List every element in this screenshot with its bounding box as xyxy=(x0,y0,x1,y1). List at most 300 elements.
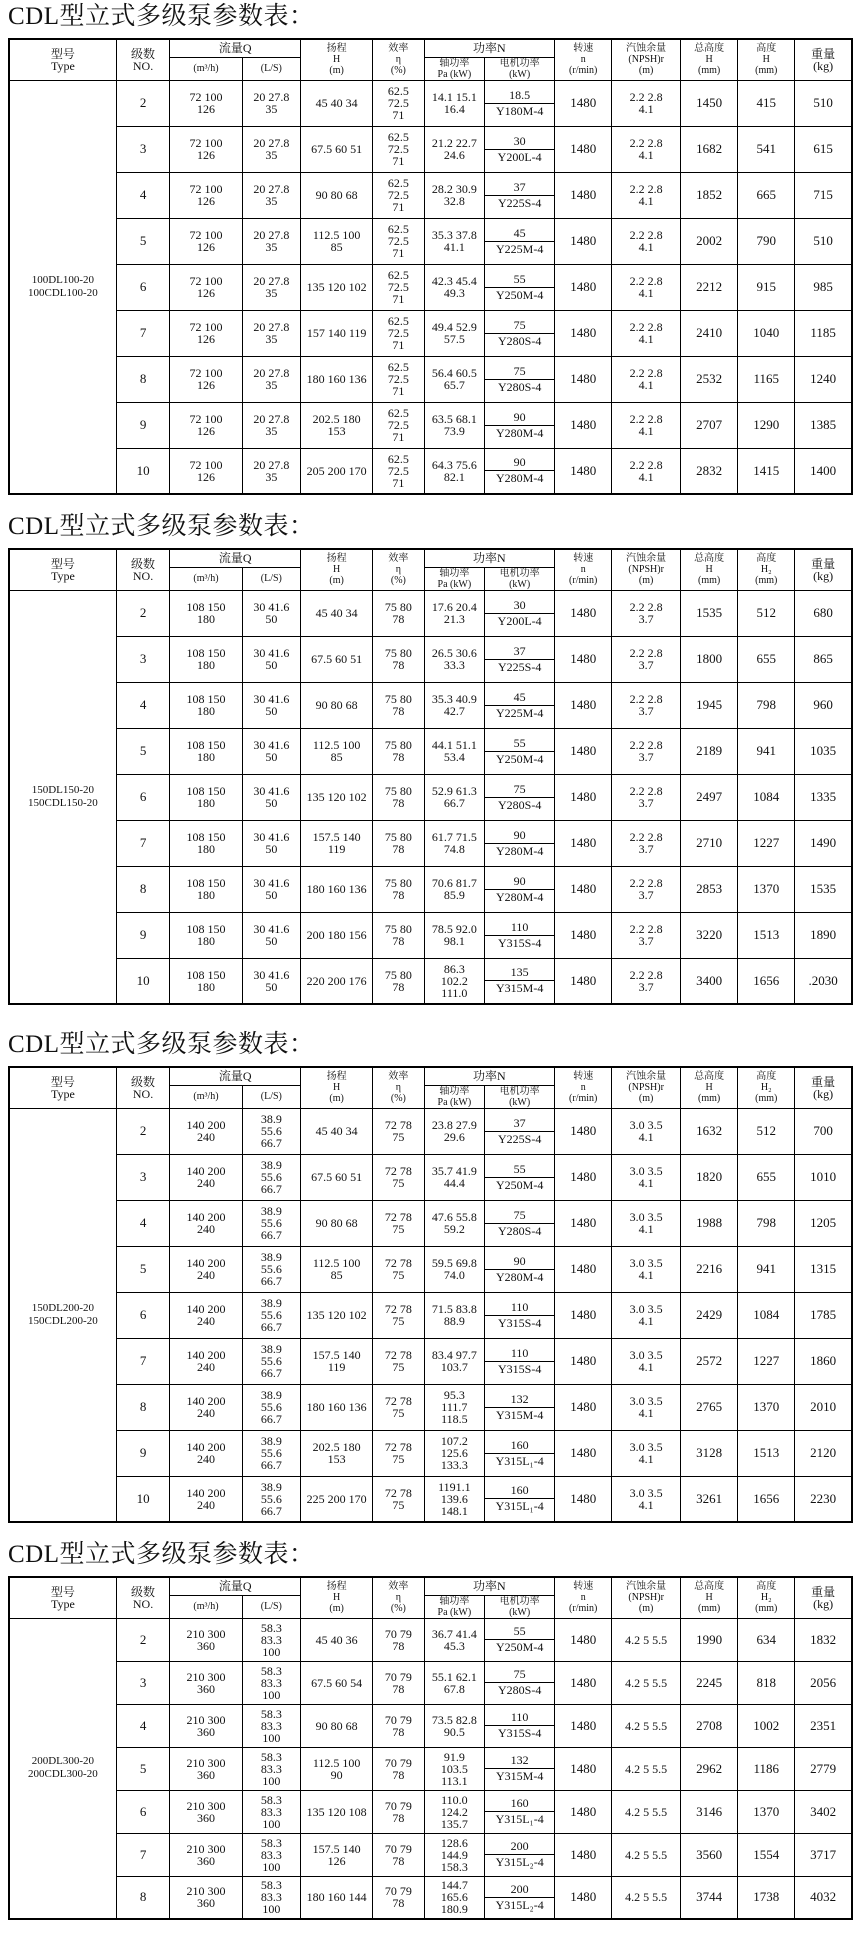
npsh-values: 3.0 3.5 4.1 xyxy=(612,1338,681,1384)
stage-count: 3 xyxy=(116,1154,170,1200)
table-row xyxy=(9,172,852,218)
height-value: 941 xyxy=(738,1246,795,1292)
shaft-power-values: 64.3 75.6 82.1 xyxy=(424,448,485,494)
motor-power-kw: 200 xyxy=(485,1882,554,1898)
table-row xyxy=(9,1430,852,1476)
efficiency-values: 72 78 75 xyxy=(373,1154,424,1200)
weight-value: 2351 xyxy=(795,1704,852,1747)
stage-count: 2 xyxy=(116,1108,170,1154)
head-values: 90 80 68 xyxy=(300,682,372,728)
motor-cell xyxy=(485,1430,555,1476)
weight-value: 510 xyxy=(795,218,852,264)
shaft-power-values: 1191.1 139.6 148.1 xyxy=(424,1476,485,1522)
height-value: 1165 xyxy=(738,356,795,402)
header-shaft-power xyxy=(424,1595,485,1618)
motor-cell xyxy=(485,80,555,126)
flow-ls-values: 38.9 55.6 66.7 xyxy=(242,1292,300,1338)
shaft-power-values: 17.6 20.4 21.3 xyxy=(424,590,485,636)
pump-parameter-table xyxy=(8,38,853,495)
total-height-label-cn: 总高度 xyxy=(694,553,725,565)
motor-model: Y280M-4 xyxy=(495,1269,544,1284)
weight-value: 2120 xyxy=(795,1430,852,1476)
head-values: 67.5 60 51 xyxy=(300,126,372,172)
flow-unit-m3h: (m³/h) xyxy=(193,573,219,584)
motor-cell xyxy=(485,774,555,820)
table-row xyxy=(9,866,852,912)
stage-count: 5 xyxy=(116,728,170,774)
flow-label: 流量Q xyxy=(218,1579,252,1594)
weight-value: 715 xyxy=(795,172,852,218)
motor-cell xyxy=(485,1108,555,1154)
motor-model: Y315L₂-4 xyxy=(495,1855,544,1869)
efficiency-values: 75 80 78 xyxy=(373,774,424,820)
table-title: CDL型立式多级泵参数表： xyxy=(8,1031,315,1058)
npsh-label-cn: 汽蚀余量 xyxy=(626,553,667,565)
header-row xyxy=(9,1577,852,1595)
shaft-power-values: 144.7 165.6 180.9 xyxy=(424,1876,485,1919)
motor-power-kw: 55 xyxy=(485,272,554,288)
flow-unit-m3h: (m³/h) xyxy=(193,1091,219,1102)
head-unit: (m) xyxy=(329,575,344,587)
head-values: 90 80 68 xyxy=(300,1200,372,1246)
flow-m3h-values: 140 200 240 xyxy=(170,1384,242,1430)
flow-m3h-values: 72 100 126 xyxy=(170,402,242,448)
header-motor-power xyxy=(485,57,555,80)
npsh-values: 4.2 5 5.5 xyxy=(612,1704,681,1747)
header-type xyxy=(9,1067,116,1108)
motor-power-kw: 55 xyxy=(485,736,554,752)
weight-value: .2030 xyxy=(795,958,852,1004)
total-height-symbol: H xyxy=(705,54,713,66)
head-values: 112.5 100 85 xyxy=(300,1246,372,1292)
shaft-power-values: 55.1 62.1 67.8 xyxy=(424,1661,485,1704)
weight-label-cn: 重量 xyxy=(811,1584,836,1599)
weight-value: 1490 xyxy=(795,820,852,866)
stages-label-cn: 级数 xyxy=(131,1074,156,1089)
type-label-en: Type xyxy=(50,568,75,583)
header-height xyxy=(738,39,795,80)
head-values: 67.5 60 51 xyxy=(300,636,372,682)
speed-value: 1480 xyxy=(555,636,612,682)
total-height-value: 2245 xyxy=(681,1661,738,1704)
header-efficiency xyxy=(373,1067,424,1108)
npsh-values: 4.2 5 5.5 xyxy=(612,1747,681,1790)
height-value: 1290 xyxy=(738,402,795,448)
stages-label-cn: 级数 xyxy=(131,46,156,61)
efficiency-values: 72 78 75 xyxy=(373,1292,424,1338)
speed-value: 1480 xyxy=(555,1661,612,1704)
height-unit: (mm) xyxy=(755,575,778,587)
motor-cell xyxy=(485,820,555,866)
flow-ls-values: 20 27.8 35 xyxy=(242,448,300,494)
npsh-values: 2.2 2.8 3.7 xyxy=(612,820,681,866)
stages-label-cn: 级数 xyxy=(131,1584,156,1599)
shaft-power-label: 轴功率 xyxy=(439,57,470,69)
flow-label: 流量Q xyxy=(218,1069,252,1084)
shaft-power-values: 128.6 144.9 158.3 xyxy=(424,1833,485,1876)
head-values: 45 40 36 xyxy=(300,1618,372,1661)
flow-ls-values: 38.9 55.6 66.7 xyxy=(242,1200,300,1246)
total-height-value: 3220 xyxy=(681,912,738,958)
speed-label-cn: 转速 xyxy=(573,1071,594,1083)
header-npsh xyxy=(612,39,681,80)
npsh-values: 2.2 2.8 3.7 xyxy=(612,728,681,774)
flow-ls-values: 58.3 83.3 100 xyxy=(242,1618,300,1661)
shaft-power-values: 28.2 30.9 32.8 xyxy=(424,172,485,218)
header-total-height xyxy=(681,549,738,590)
height-value: 541 xyxy=(738,126,795,172)
table-row xyxy=(9,1338,852,1384)
motor-model: Y280M-4 xyxy=(495,889,544,904)
weight-value: 1185 xyxy=(795,310,852,356)
header-npsh xyxy=(612,1577,681,1618)
npsh-values: 2.2 2.8 3.7 xyxy=(612,866,681,912)
weight-value: 1400 xyxy=(795,448,852,494)
efficiency-values: 75 80 78 xyxy=(373,912,424,958)
stages-label-en: NO. xyxy=(132,1596,154,1611)
flow-label: 流量Q xyxy=(218,41,252,56)
flow-m3h-values: 210 300 360 xyxy=(170,1833,242,1876)
motor-model: Y250M-4 xyxy=(495,1640,544,1654)
flow-m3h-values: 210 300 360 xyxy=(170,1618,242,1661)
efficiency-label-cn: 效率 xyxy=(388,1581,409,1593)
motor-model: Y315S-4 xyxy=(497,1361,542,1376)
motor-power-kw: 160 xyxy=(485,1483,554,1499)
head-values: 45 40 34 xyxy=(300,590,372,636)
weight-value: 615 xyxy=(795,126,852,172)
flow-m3h-values: 108 150 180 xyxy=(170,866,242,912)
header-flow xyxy=(170,1577,301,1595)
weight-value: 1832 xyxy=(795,1618,852,1661)
head-values: 45 40 34 xyxy=(300,80,372,126)
total-height-value: 1852 xyxy=(681,172,738,218)
motor-power-kw: 200 xyxy=(485,1839,554,1855)
table-row xyxy=(9,126,852,172)
motor-model: Y225S-4 xyxy=(497,659,542,674)
efficiency-values: 75 80 78 xyxy=(373,636,424,682)
flow-m3h-values: 108 150 180 xyxy=(170,590,242,636)
efficiency-values: 70 79 78 xyxy=(373,1661,424,1704)
flow-ls-values: 30 41.6 50 xyxy=(242,912,300,958)
flow-m3h-values: 140 200 240 xyxy=(170,1246,242,1292)
motor-power-kw: 135 xyxy=(485,965,554,981)
total-height-value: 1632 xyxy=(681,1108,738,1154)
header-speed xyxy=(555,39,612,80)
speed-value: 1480 xyxy=(555,402,612,448)
npsh-label-cn: 汽蚀余量 xyxy=(626,1581,667,1593)
motor-power-kw: 37 xyxy=(485,644,554,660)
total-height-value: 1800 xyxy=(681,636,738,682)
height-value: 665 xyxy=(738,172,795,218)
table-row xyxy=(9,264,852,310)
motor-model: Y280S-4 xyxy=(497,797,542,812)
flow-m3h-values: 210 300 360 xyxy=(170,1661,242,1704)
shaft-power-values: 63.5 68.1 73.9 xyxy=(424,402,485,448)
flow-ls-values: 20 27.8 35 xyxy=(242,218,300,264)
efficiency-values: 62.5 72.5 71 xyxy=(373,356,424,402)
header-weight xyxy=(795,1577,852,1618)
table-row xyxy=(9,1384,852,1430)
table-row xyxy=(9,1154,852,1200)
flow-ls-values: 30 41.6 50 xyxy=(242,958,300,1004)
flow-ls-values: 30 41.6 50 xyxy=(242,866,300,912)
type-label-en: Type xyxy=(50,1596,75,1611)
speed-symbol: n xyxy=(580,1592,586,1604)
flow-m3h-values: 72 100 126 xyxy=(170,126,242,172)
head-values: 135 120 102 xyxy=(300,1292,372,1338)
total-height-value: 2002 xyxy=(681,218,738,264)
flow-ls-values: 20 27.8 35 xyxy=(242,356,300,402)
motor-power-label: 电机功率 xyxy=(499,1595,540,1607)
motor-cell xyxy=(485,1661,555,1704)
stage-count: 8 xyxy=(116,866,170,912)
npsh-values: 2.2 2.8 3.7 xyxy=(612,590,681,636)
flow-m3h-values: 108 150 180 xyxy=(170,636,242,682)
weight-value: 3402 xyxy=(795,1790,852,1833)
motor-power-kw: 110 xyxy=(485,1710,554,1726)
speed-label-cn: 转速 xyxy=(573,553,594,565)
flow-unit-ls: (L/S) xyxy=(260,63,282,74)
motor-cell xyxy=(485,1200,555,1246)
weight-value: 1010 xyxy=(795,1154,852,1200)
height-unit: (mm) xyxy=(755,65,778,77)
speed-value: 1480 xyxy=(555,80,612,126)
header-head xyxy=(300,549,372,590)
total-height-value: 2962 xyxy=(681,1747,738,1790)
stages-label-en: NO. xyxy=(132,58,154,73)
npsh-values: 2.2 2.8 3.7 xyxy=(612,636,681,682)
flow-m3h-values: 108 150 180 xyxy=(170,958,242,1004)
stage-count: 6 xyxy=(116,1790,170,1833)
head-values: 135 120 102 xyxy=(300,774,372,820)
shaft-power-values: 35.7 41.9 44.4 xyxy=(424,1154,485,1200)
weight-value: 865 xyxy=(795,636,852,682)
stage-count: 8 xyxy=(116,356,170,402)
speed-value: 1480 xyxy=(555,866,612,912)
table-row xyxy=(9,958,852,1004)
table-row xyxy=(9,1833,852,1876)
table-row xyxy=(9,1747,852,1790)
flow-m3h-values: 72 100 126 xyxy=(170,218,242,264)
height-label-cn: 高度 xyxy=(756,1581,777,1593)
head-values: 205 200 170 xyxy=(300,448,372,494)
motor-model: Y250M-4 xyxy=(495,751,544,766)
total-height-label-cn: 总高度 xyxy=(694,43,725,55)
flow-m3h-values: 108 150 180 xyxy=(170,728,242,774)
speed-value: 1480 xyxy=(555,1384,612,1430)
efficiency-values: 72 78 75 xyxy=(373,1200,424,1246)
weight-value: 700 xyxy=(795,1108,852,1154)
flow-ls-values: 58.3 83.3 100 xyxy=(242,1876,300,1919)
height-symbol: H₂ xyxy=(760,1082,772,1094)
npsh-values: 4.2 5 5.5 xyxy=(612,1833,681,1876)
flow-ls-values: 38.9 55.6 66.7 xyxy=(242,1338,300,1384)
total-height-symbol: H xyxy=(705,1082,713,1094)
height-value: 1656 xyxy=(738,1476,795,1522)
flow-m3h-values: 108 150 180 xyxy=(170,820,242,866)
height-value: 1513 xyxy=(738,912,795,958)
height-value: 1227 xyxy=(738,820,795,866)
height-value: 1370 xyxy=(738,866,795,912)
head-label-cn: 扬程 xyxy=(326,1581,347,1593)
weight-value: 1315 xyxy=(795,1246,852,1292)
efficiency-values: 62.5 72.5 71 xyxy=(373,448,424,494)
flow-m3h-values: 108 150 180 xyxy=(170,774,242,820)
weight-value: 2010 xyxy=(795,1384,852,1430)
shaft-power-values: 70.6 81.7 85.9 xyxy=(424,866,485,912)
efficiency-values: 75 80 78 xyxy=(373,958,424,1004)
speed-value: 1480 xyxy=(555,728,612,774)
table-title: CDL型立式多级泵参数表： xyxy=(8,1541,315,1568)
npsh-values: 2.2 2.8 3.7 xyxy=(612,912,681,958)
type-label-cn: 型号 xyxy=(50,1074,75,1089)
motor-model: Y225S-4 xyxy=(497,1131,542,1146)
shaft-power-unit: Pa (kW) xyxy=(437,578,472,590)
flow-m3h-values: 140 200 240 xyxy=(170,1154,242,1200)
head-unit: (m) xyxy=(329,1603,344,1615)
height-value: 818 xyxy=(738,1661,795,1704)
head-values: 202.5 180 153 xyxy=(300,1430,372,1476)
speed-value: 1480 xyxy=(555,1430,612,1476)
motor-cell xyxy=(485,448,555,494)
shaft-power-values: 61.7 71.5 74.8 xyxy=(424,820,485,866)
height-unit: (mm) xyxy=(755,1093,778,1105)
motor-model: Y315L₁-4 xyxy=(495,1453,544,1468)
npsh-values: 3.0 3.5 4.1 xyxy=(612,1200,681,1246)
header-weight xyxy=(795,549,852,590)
motor-power-kw: 90 xyxy=(485,874,554,890)
npsh-values: 4.2 5 5.5 xyxy=(612,1618,681,1661)
npsh-label-cn: 汽蚀余量 xyxy=(626,43,667,55)
flow-ls-values: 20 27.8 35 xyxy=(242,126,300,172)
stage-count: 4 xyxy=(116,1704,170,1747)
speed-value: 1480 xyxy=(555,448,612,494)
flow-ls-values: 58.3 83.3 100 xyxy=(242,1747,300,1790)
stage-count: 7 xyxy=(116,310,170,356)
speed-unit: (r/min) xyxy=(569,1603,598,1615)
motor-model: Y200L-4 xyxy=(497,149,542,164)
table-row xyxy=(9,80,852,126)
total-height-value: 2832 xyxy=(681,448,738,494)
speed-value: 1480 xyxy=(555,820,612,866)
header-flow-m3h xyxy=(170,567,242,590)
head-values: 112.5 100 85 xyxy=(300,728,372,774)
table-row xyxy=(9,682,852,728)
efficiency-unit: (%) xyxy=(390,65,406,77)
efficiency-values: 72 78 75 xyxy=(373,1108,424,1154)
motor-power-kw: 75 xyxy=(485,782,554,798)
flow-unit-ls: (L/S) xyxy=(260,573,282,584)
npsh-values: 3.0 3.5 4.1 xyxy=(612,1430,681,1476)
efficiency-values: 72 78 75 xyxy=(373,1338,424,1384)
header-stages xyxy=(116,39,170,80)
header-head xyxy=(300,1577,372,1618)
motor-power-unit: (kW) xyxy=(509,68,531,80)
header-type xyxy=(9,1577,116,1618)
motor-power-kw: 37 xyxy=(485,180,554,196)
speed-value: 1480 xyxy=(555,1790,612,1833)
stage-count: 4 xyxy=(116,682,170,728)
flow-m3h-values: 140 200 240 xyxy=(170,1200,242,1246)
weight-unit: (kg) xyxy=(813,58,834,73)
flow-ls-values: 58.3 83.3 100 xyxy=(242,1833,300,1876)
motor-model: Y315L₁-4 xyxy=(495,1499,544,1514)
weight-label-cn: 重量 xyxy=(811,46,836,61)
motor-power-kw: 75 xyxy=(485,364,554,380)
stage-count: 10 xyxy=(116,1476,170,1522)
motor-power-kw: 110 xyxy=(485,1346,554,1362)
motor-power-kw: 75 xyxy=(485,318,554,334)
npsh-values: 2.2 2.8 4.1 xyxy=(612,218,681,264)
motor-model: Y250M-4 xyxy=(495,287,544,302)
shaft-power-values: 78.5 92.0 98.1 xyxy=(424,912,485,958)
total-height-value: 2212 xyxy=(681,264,738,310)
npsh-values: 3.0 3.5 4.1 xyxy=(612,1476,681,1522)
total-height-value: 2410 xyxy=(681,310,738,356)
shaft-power-values: 35.3 40.9 42.7 xyxy=(424,682,485,728)
head-symbol: H xyxy=(332,1082,341,1094)
motor-model: Y315S-4 xyxy=(497,1315,542,1330)
motor-power-kw: 30 xyxy=(485,134,554,150)
stage-count: 7 xyxy=(116,1338,170,1384)
shaft-power-values: 91.9 103.5 113.1 xyxy=(424,1747,485,1790)
header-stages xyxy=(116,1577,170,1618)
total-height-value: 1450 xyxy=(681,80,738,126)
motor-power-kw: 90 xyxy=(485,455,554,471)
table-row xyxy=(9,820,852,866)
flow-ls-values: 30 41.6 50 xyxy=(242,820,300,866)
weight-unit: (kg) xyxy=(813,1086,834,1101)
table-title: CDL型立式多级泵参数表： xyxy=(8,513,315,540)
total-height-value: 3146 xyxy=(681,1790,738,1833)
flow-m3h-values: 210 300 360 xyxy=(170,1704,242,1747)
table-row xyxy=(9,1790,852,1833)
shaft-power-values: 83.4 97.7 103.7 xyxy=(424,1338,485,1384)
stage-count: 6 xyxy=(116,264,170,310)
motor-model: Y280S-4 xyxy=(497,333,542,348)
total-height-value: 1988 xyxy=(681,1200,738,1246)
height-value: 1040 xyxy=(738,310,795,356)
head-values: 157 140 119 xyxy=(300,310,372,356)
head-values: 157.5 140 126 xyxy=(300,1833,372,1876)
motor-cell xyxy=(485,126,555,172)
flow-ls-values: 58.3 83.3 100 xyxy=(242,1704,300,1747)
head-values: 112.5 100 85 xyxy=(300,218,372,264)
pump-parameter-table xyxy=(8,548,853,1005)
weight-value: 1240 xyxy=(795,356,852,402)
height-value: 1415 xyxy=(738,448,795,494)
efficiency-values: 62.5 72.5 71 xyxy=(373,80,424,126)
header-efficiency xyxy=(373,549,424,590)
weight-unit: (kg) xyxy=(813,568,834,583)
height-value: 512 xyxy=(738,1108,795,1154)
weight-value: 4032 xyxy=(795,1876,852,1919)
height-value: 655 xyxy=(738,636,795,682)
stage-count: 8 xyxy=(116,1876,170,1919)
efficiency-label-cn: 效率 xyxy=(388,1071,409,1083)
efficiency-values: 75 80 78 xyxy=(373,728,424,774)
efficiency-values: 75 80 78 xyxy=(373,866,424,912)
head-values: 135 120 108 xyxy=(300,1790,372,1833)
stage-count: 2 xyxy=(116,1618,170,1661)
motor-power-unit: (kW) xyxy=(509,1606,531,1618)
efficiency-label-cn: 效率 xyxy=(388,553,409,565)
total-height-value: 1682 xyxy=(681,126,738,172)
efficiency-symbol: η xyxy=(395,54,402,66)
motor-cell xyxy=(485,356,555,402)
type-label-en: Type xyxy=(50,1086,75,1101)
motor-cell xyxy=(485,1292,555,1338)
